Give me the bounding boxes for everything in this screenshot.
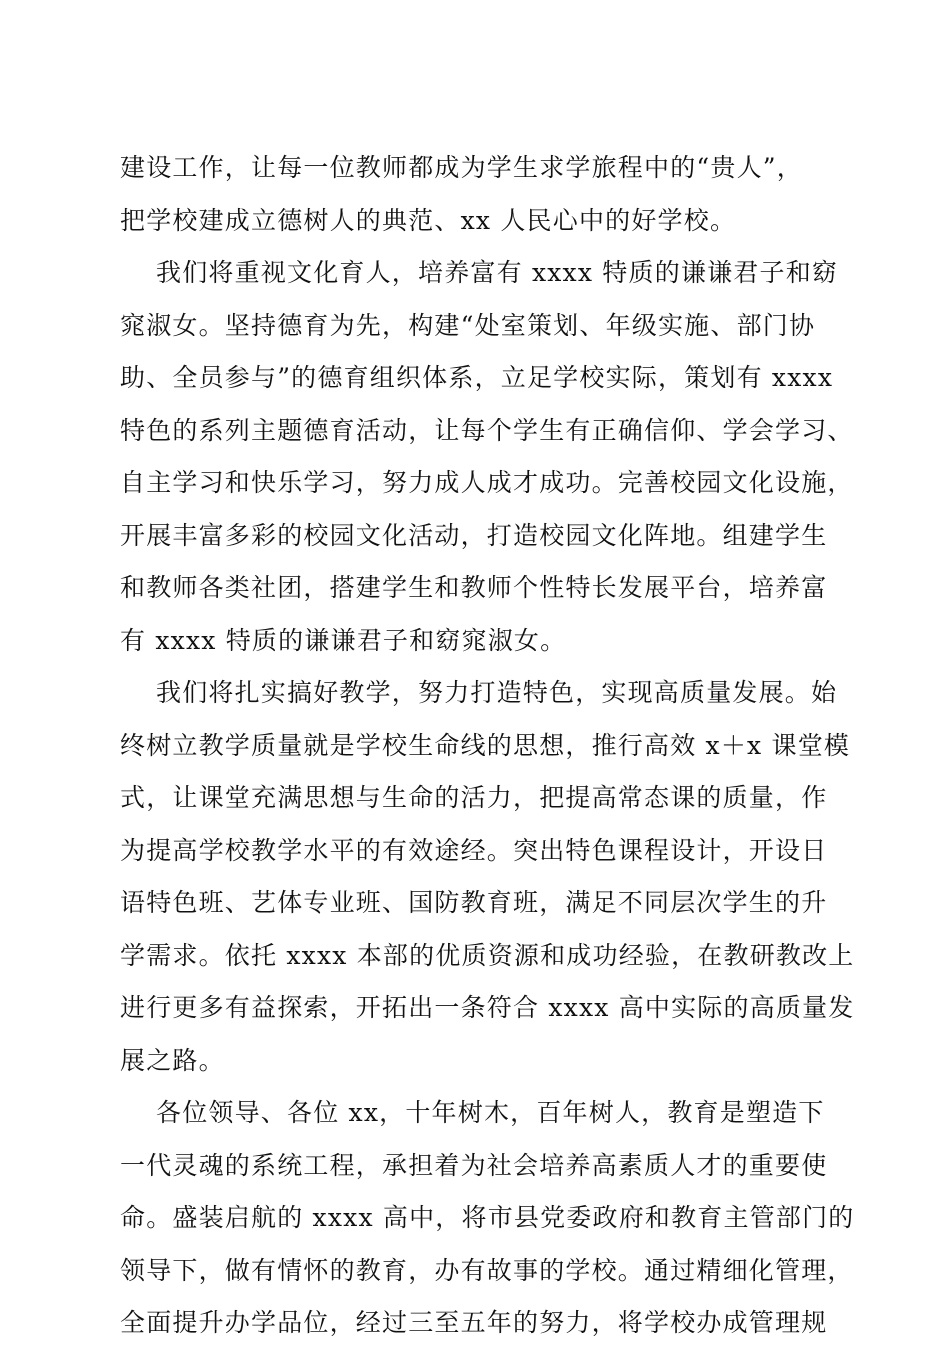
paragraph-4-line-5: 全面提升办学品位，经过三至五年的努力，将学校办成管理规 xyxy=(120,1308,828,1337)
paragraph-3-line-5: 语特色班、艺体专业班、国防教育班，满足不同层次学生的升 xyxy=(120,888,828,917)
paragraph-3-line-1: 我们将扎实搞好教学，努力打造特色，实现高质量发展。始 xyxy=(156,678,838,707)
paragraph-2-line-1: 我们将重视文化育人，培养富有 xxxx 特质的谦谦君子和窈 xyxy=(156,258,839,287)
paragraph-2-line-4: 特色的系列主题德育活动，让每个学生有正确信仰、学会学习、 xyxy=(120,415,854,445)
paragraph-1-line-2: 把学校建成立德树人的典范、xx 人民心中的好学校。 xyxy=(120,205,737,235)
paragraph-4-line-4: 领导下，做有情怀的教育，办有故事的学校。通过精细化管理， xyxy=(120,1255,854,1285)
paragraph-4-line-3: 命。盛装启航的 xxxx 高中，将市县党委政府和教育主管部门的 xyxy=(120,1203,855,1232)
paragraph-2-line-7: 和教师各类社团，搭建学生和教师个性特长发展平台，培养富 xyxy=(120,573,828,602)
paragraph-4-line-1: 各位领导、各位 xx，十年树木，百年树人，教育是塑造下 xyxy=(156,1098,825,1127)
paragraph-2-line-8: 有 xxxx 特质的谦谦君子和窈窕淑女。 xyxy=(120,625,567,655)
paragraph-2-line-3: 助、全员参与”的德育组织体系，立足学校实际，策划有 xxxx xyxy=(120,363,834,392)
paragraph-4-line-2: 一代灵魂的系统工程，承担着为社会培养高素质人才的重要使 xyxy=(120,1150,828,1180)
paragraph-1-line-1: 建设工作，让每一位教师都成为学生求学旅程中的“贵人”， xyxy=(120,153,803,182)
paragraph-2-line-5: 自主学习和快乐学习，努力成人成才成功。完善校园文化设施， xyxy=(120,468,854,497)
paragraph-3-line-2: 终树立教学质量就是学校生命线的思想，推行高效 x＋x 课堂模 xyxy=(120,730,851,760)
paragraph-3-line-8: 展之路。 xyxy=(120,1045,225,1075)
document-body xyxy=(120,142,855,1350)
paragraph-3-line-4: 为提高学校教学水平的有效途经。突出特色课程设计，开设日 xyxy=(120,835,828,865)
paragraph-2-line-6: 开展丰富多彩的校园文化活动，打造校园文化阵地。组建学生 xyxy=(120,520,828,550)
paragraph-2-line-2: 窕淑女。坚持德育为先，构建“处室策划、年级实施、部门协 xyxy=(120,310,816,340)
paragraph-3-line-3: 式，让课堂充满思想与生命的活力，把提高常态课的质量，作 xyxy=(120,783,828,812)
paragraph-3-line-6: 学需求。依托 xxxx 本部的优质资源和成功经验，在教研教改上 xyxy=(120,940,855,970)
paragraph-3-line-7: 进行更多有益探索，开拓出一条符合 xxxx 高中实际的高质量发 xyxy=(120,993,855,1022)
